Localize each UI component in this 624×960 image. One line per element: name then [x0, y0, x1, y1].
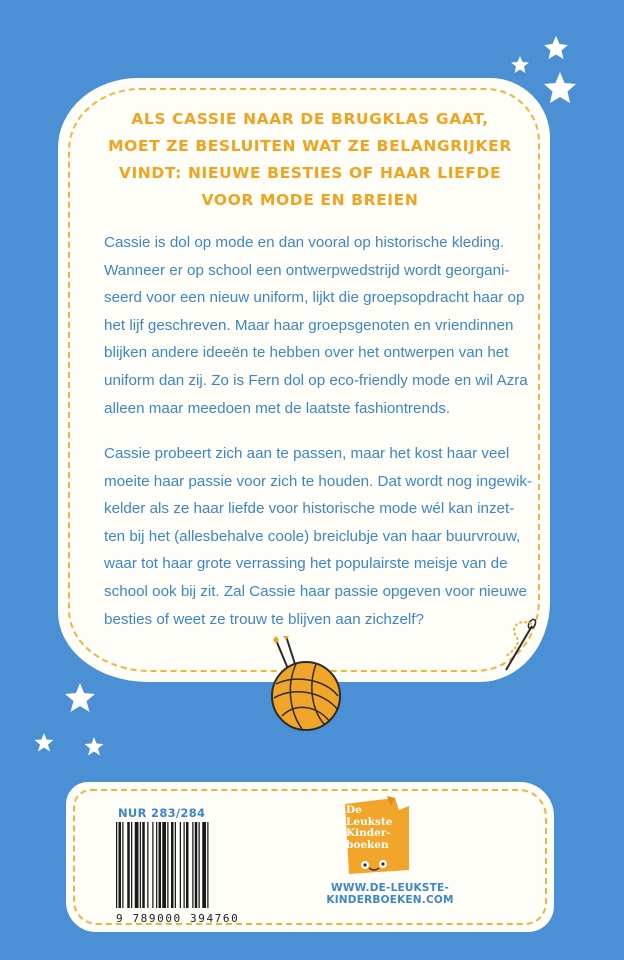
text-line: besties of weet ze trouw te blijven aan zichzelf?	[104, 610, 424, 628]
star-icon	[85, 737, 104, 756]
paragraph-2	[104, 440, 536, 633]
nur-code: NUR 283/284	[118, 806, 206, 820]
website-link[interactable]: WWW.DE-LEUKSTE-KINDERBOEKEN.COM	[326, 882, 454, 906]
text-line: het lijf geschreven. Maar haar groepsgenoten en vriendinnen	[104, 316, 514, 334]
text-line: alleen maar meedoen met de laatste fashiontrends.	[104, 399, 451, 417]
text-line: uniform dan zij. Zo is Fern dol op eco-friendly mode en wil Azra	[104, 371, 528, 389]
star-icon	[544, 72, 576, 103]
text-line: ten bij het (allesbehalve coole) breiclubje van haar buurvrouw,	[104, 527, 521, 545]
paragraph-1	[104, 229, 536, 422]
headline-line: VINDT: NIEUWE BESTIES OF HAAR LIEFDE	[118, 164, 502, 182]
star-icon	[544, 36, 568, 59]
headline	[60, 106, 560, 214]
logo-line: Kinder-	[346, 827, 391, 839]
headline-line: MOET ZE BESLUITEN WAT ZE BELANGRIJKER	[108, 137, 512, 155]
barcode	[114, 822, 240, 910]
text-line: Wanneer er op school een ontwerpwedstrijd wordt georgani-	[104, 261, 510, 279]
text-line: Cassie probeert zich aan te passen, maar het kost haar veel	[104, 445, 510, 462]
star-icon	[511, 56, 529, 73]
logo-line: Leukste	[346, 815, 393, 828]
text-line: seerd voor een nieuw uniform, lijkt die groepsopdracht haar op	[104, 289, 525, 307]
text-line: blijken andere ideeën te hebben over het ontwerpen van het	[104, 344, 509, 362]
logo-line: boeken	[346, 838, 389, 851]
text-line: kelder als ze haar liefde voor historische mode wél kan inzet-	[104, 500, 515, 518]
text-line: Cassie is dol op mode en dan vooral op historische kleding.	[104, 234, 505, 251]
yarn-ball-icon	[256, 636, 350, 736]
isbn-number: 9 789000 394760	[116, 912, 240, 925]
star-icon	[65, 683, 95, 712]
text-line: waar tot haar grote verrassing het populairste meisje van de	[104, 555, 508, 573]
star-icon	[35, 733, 54, 752]
needle-thread-icon	[488, 612, 548, 682]
text-line: moeite haar passie voor zich te houden. Dat wordt nog ingewik-	[104, 472, 533, 490]
text-line: school ook bij zit. Zal Cassie haar passie opgeven voor nieuwe	[104, 582, 527, 600]
logo-text	[346, 805, 410, 851]
headline-line: VOOR MODE EN BREIEN	[201, 191, 419, 209]
headline-line: ALS CASSIE NAAR DE BRUGKLAS GAAT,	[131, 110, 489, 128]
logo-line: De	[346, 804, 362, 816]
